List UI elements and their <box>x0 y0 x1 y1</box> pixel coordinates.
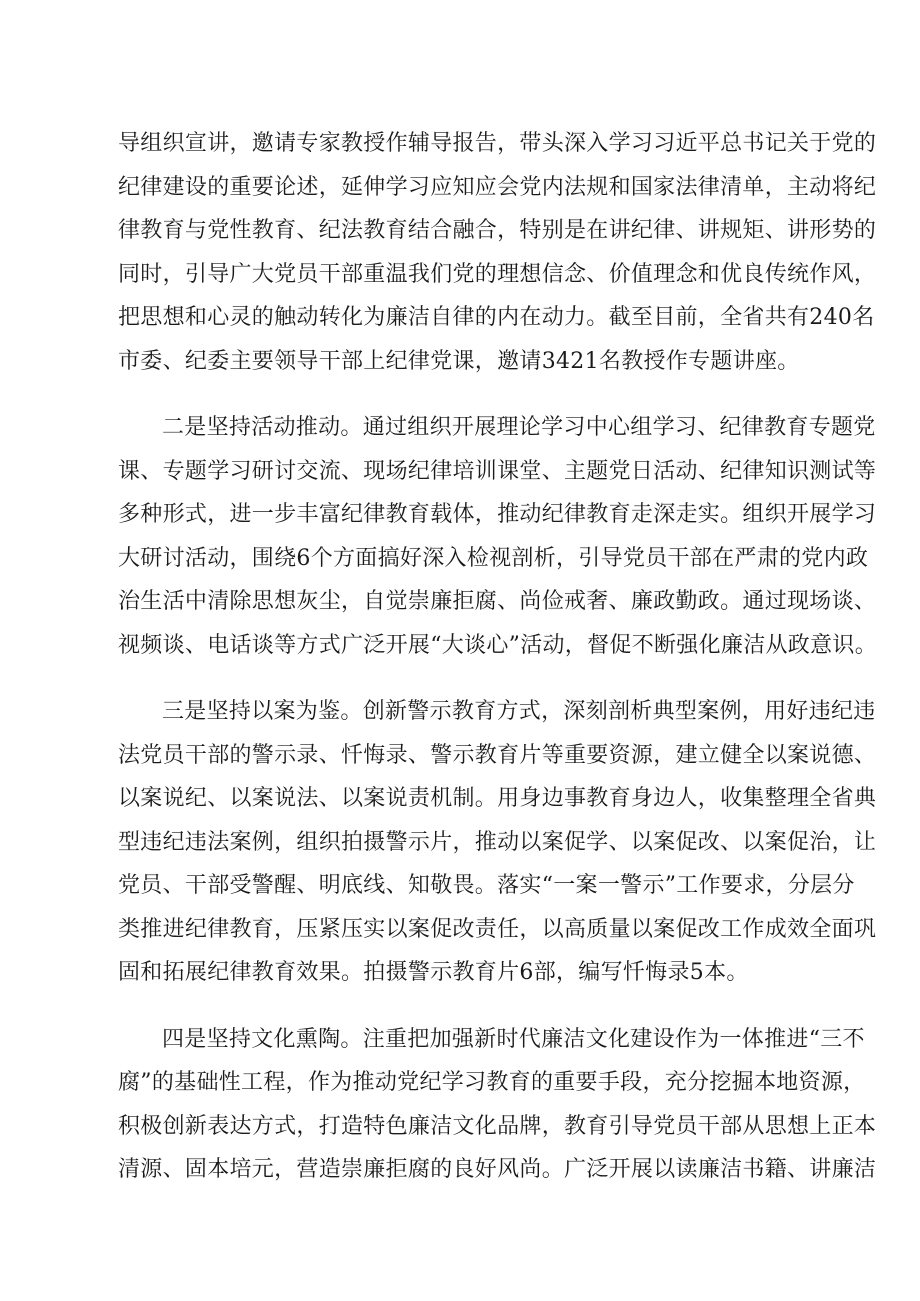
text-line: 党员、干部受警醒、明底线、知敬畏。落实“一案一警示”工作要求，分层分 <box>118 873 855 898</box>
document-body <box>118 122 882 1215</box>
text-line: 四是坚持文化熏陶。注重把加强新时代廉洁文化建设作为一体推进“三不 <box>162 1026 865 1052</box>
paragraph-4 <box>118 1018 882 1192</box>
text-line: 清源、固本培元，营造崇廉拒腐的良好风尚。广泛开展以读廉洁书籍、讲廉洁 <box>118 1157 877 1182</box>
text-line: 法党员干部的警示录、忏悔录、警示教育片等重要资源，建立健全以案说德、 <box>118 742 877 768</box>
text-line: 导组织宣讲，邀请专家教授作辅导报告，带头深入学习习近平总书记关于党的 <box>118 131 877 156</box>
text-line: 多种形式，进一步丰富纪律教育载体，推动纪律教育走深走实。组织开展学习 <box>118 502 877 527</box>
text-line: 二是坚持活动推动。通过组织开展理论学习中心组学习、纪律教育专题党 <box>162 415 876 440</box>
text-line: 以案说纪、以案说法、以案说责机制。用身边事教育身边人，收集整理全省典 <box>118 786 877 811</box>
paragraph-3 <box>118 690 882 995</box>
text-line: 大研讨活动，围绕6个方面搞好深入检视剖析，引导党员干部在严肃的党内政 <box>118 545 869 571</box>
text-line: 课、专题学习研讨交流、现场纪律培训课堂、主题党日活动、纪律知识测试等 <box>118 458 877 484</box>
paragraph-2 <box>118 406 882 667</box>
text-line: 积极创新表达方式，打造特色廉洁文化品牌，教育引导党员干部从思想上正本 <box>118 1113 877 1139</box>
text-line: 类推进纪律教育，压紧压实以案促改责任，以高质量以案促改工作成效全面巩 <box>118 916 877 942</box>
paragraph-1 <box>118 122 882 383</box>
text-line: 同时，引导广大党员干部重温我们党的理想信念、价值理念和优良传统作风， <box>118 261 877 287</box>
text-line: 固和拓展纪律教育效果。拍摄警示教育片6部，编写忏悔录5本。 <box>118 960 749 985</box>
text-line: 型违纪违法案例，组织拍摄警示片，推动以案促学、以案促改、以案促治，让 <box>118 829 877 855</box>
text-line: 腐”的基础性工程，作为推动党纪学习教育的重要手段，充分挖掘本地资源， <box>118 1070 866 1095</box>
text-line: 视频谈、电话谈等方式广泛开展“大谈心”活动，督促不断强化廉洁从政意识。 <box>118 632 877 658</box>
text-line: 把思想和心灵的触动转化为廉洁自律的内在动力。截至目前，全省共有240名 <box>118 305 875 330</box>
text-line: 治生活中清除思想灰尘，自觉崇廉拒腐、尚俭戒奢、廉政勤政。通过现场谈、 <box>118 589 877 614</box>
text-line: 纪律建设的重要论述，延伸学习应知应会党内法规和国家法律清单，主动将纪 <box>118 174 877 200</box>
text-line: 市委、纪委主要领导干部上纪律党课，邀请3421名教授作专题讲座。 <box>118 348 800 374</box>
text-line: 三是坚持以案为鉴。创新警示教育方式，深刻剖析典型案例，用好违纪违 <box>162 699 876 724</box>
text-line: 律教育与党性教育、纪法教育结合融合，特别是在讲纪律、讲规矩、讲形势的 <box>118 218 877 243</box>
